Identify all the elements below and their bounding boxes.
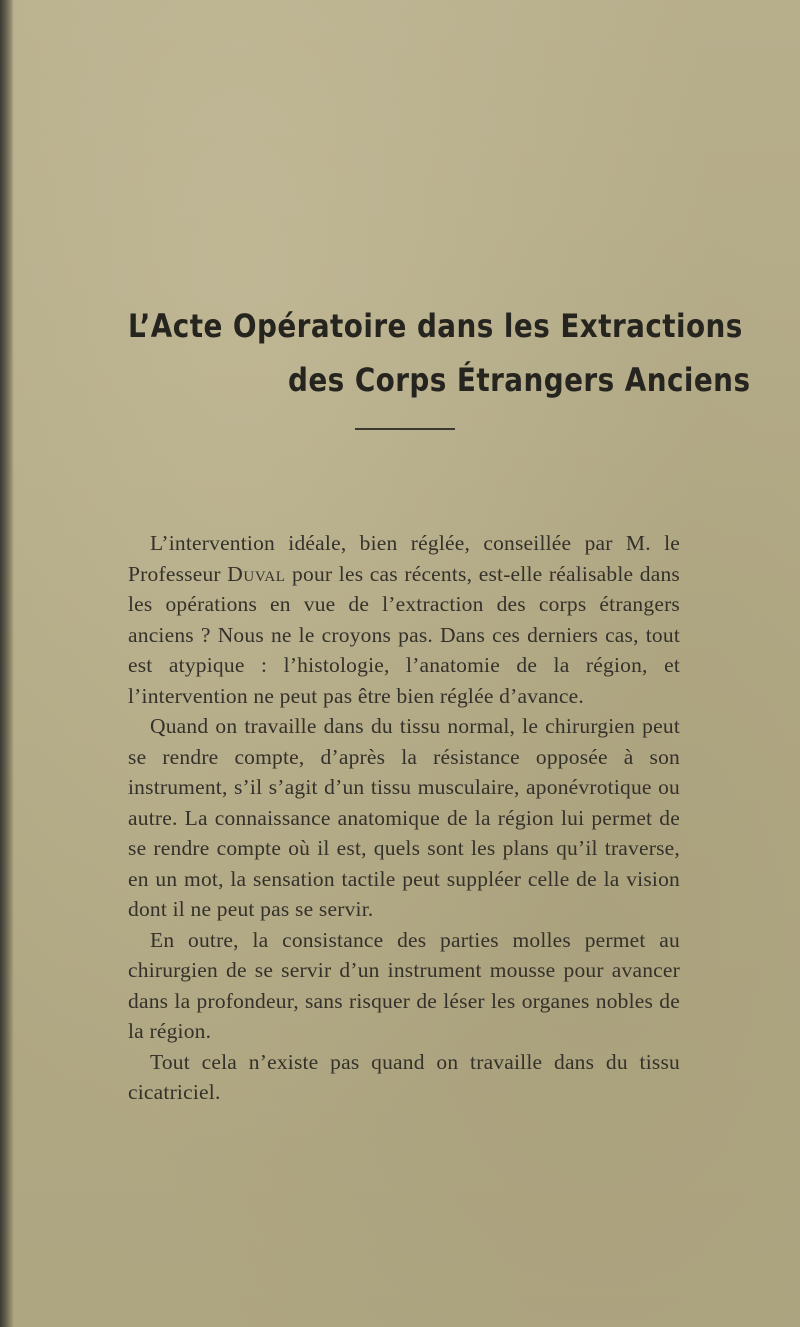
paragraph-1-text-after: pour les cas récents, est-elle réalisable dans les opérations en vue de l’extraction des corps étrangers anciens ? Nous ne le croyons pas. Dans ces derniers cas, tout est atypique : l’histologie, l’anatomie de la région, et l’intervention ne peut pas être bien réglée d’avance. [128,561,680,708]
chapter-title-line-1: L’Acte Opératoire dans les Extractions [128,307,743,345]
chapter-title-line-2: des Corps Étrangers Anciens [288,361,751,399]
title-separator-rule [355,428,455,430]
paragraph-3: En outre, la consistance des parties molles permet au chirurgien de se servir d’un instrument mousse pour avancer dans la profondeur, sans risquer de léser les organes nobles de la région. [128,927,680,1043]
paragraph-2: Quand on travaille dans du tissu normal, le chirurgien peut se rendre compte, d’après la résistance opposée à son instrument, s’il s’agit d’un tissu musculaire, aponévrotique ou autre. La connaissance anatomique de la région lui permet de se rendre compte où il est, quels sont les plans qu’il traverse, en un mot, la sensation tactile peut suppléer celle de la vision dont il ne peut pas se servir. [128,714,680,921]
paragraph-1-text-before: L’intervention idéale, bien réglée, conseillée par M. le Professeur [128,531,680,586]
body-text [128,528,680,1108]
paragraph-1 [128,528,680,711]
author-name: Duval [227,561,286,586]
paragraph-4: Tout cela n’existe pas quand on travaille dans du tissu cicatriciel. [128,1049,680,1104]
page-binding-edge [0,0,14,1327]
